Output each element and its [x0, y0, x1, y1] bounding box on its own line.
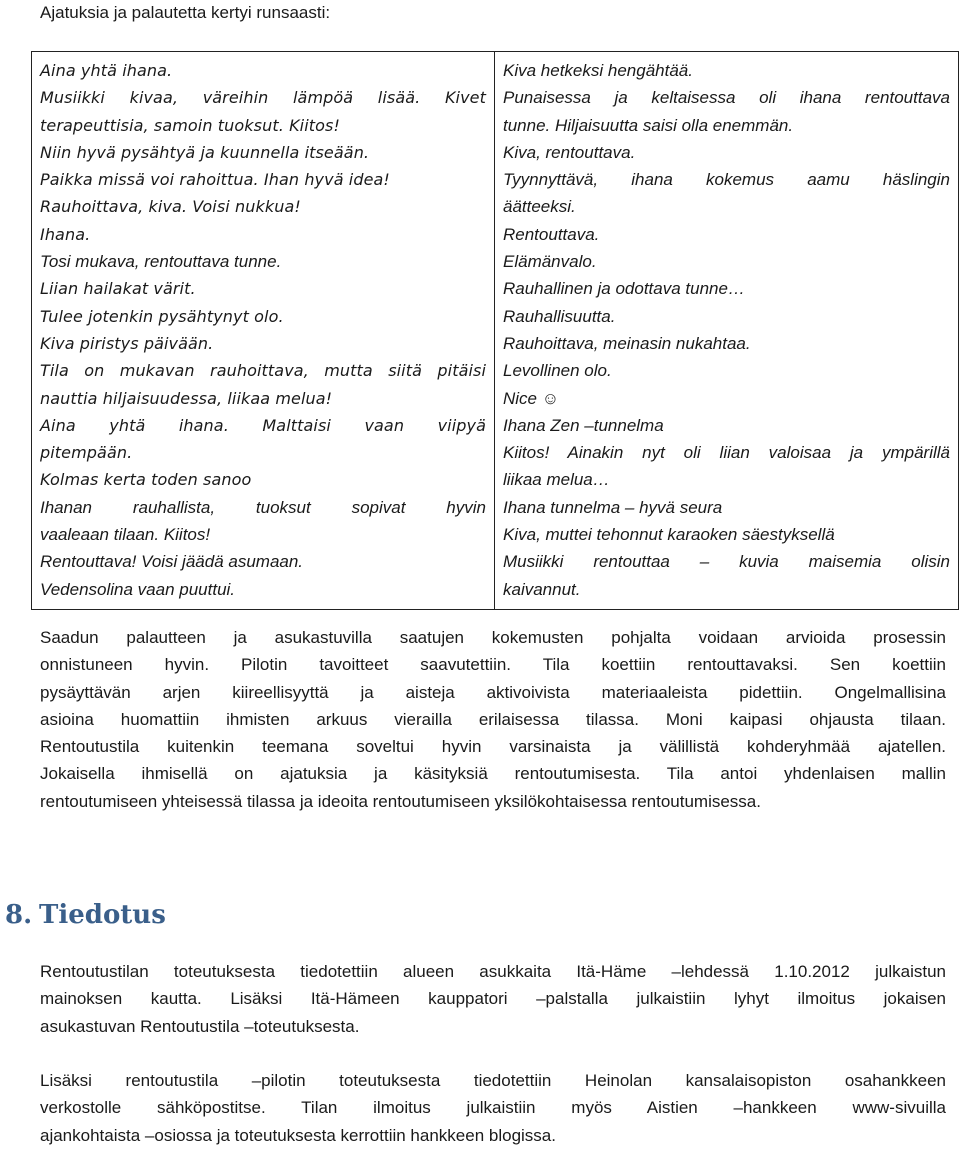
- feedback-quote: Tulee jotenkin pysähtynyt olo.: [40, 306, 284, 326]
- paragraph-line: mainoksen kautta. Lisäksi Itä-Hämeen kauppatori –palstalla julkaistiin lyhyt ilmoitus jokaisen: [40, 989, 946, 1009]
- feedback-quote: terapeuttisia, samoin tuoksut. Kiitos!: [40, 115, 340, 135]
- feedback-quote: Nice ☺: [503, 388, 560, 408]
- section-number: 8.: [5, 900, 33, 930]
- paragraph-line: Lisäksi rentoutustila –pilotin toteutuksesta tiedotettiin Heinolan kansalaisopiston osahankkeen: [40, 1071, 946, 1090]
- feedback-quote: Rentouttava.: [503, 224, 600, 244]
- feedback-quote: Tila on mukavan rauhoittava, mutta siitä pitäisi: [40, 361, 486, 381]
- feedback-quote: Levollinen olo.: [503, 361, 612, 381]
- feedback-quote: nauttia hiljaisuudessa, liikaa melua!: [40, 388, 333, 408]
- paragraph-line: asukastuvan Rentoutustila –toteutuksesta.: [40, 1016, 360, 1036]
- feedback-quote: Punaisessa ja keltaisessa oli ihana rentouttava: [503, 88, 950, 108]
- section-title: Tiedotus: [39, 900, 166, 930]
- feedback-quote: Vedensolina vaan puuttui.: [40, 579, 236, 599]
- paragraph-line: rentoutumiseen yhteisessä tilassa ja ideoita rentoutumiseen yksilökohtaisessa rentoutumisessa.: [40, 791, 761, 811]
- feedback-quote: Kiitos! Ainakin nyt oli liian valoisaa ja ympärillä: [503, 443, 950, 463]
- paragraph-line: Rentoutustila kuitenkin teemana soveltui hyvin varsinaista ja välillistä kohderyhmää ajatellen.: [40, 737, 946, 757]
- email-paragraph: [40, 1067, 946, 1149]
- paragraph-line: asioina huomattiin ihmisten arkuus vierailla erilaisessa tilassa. Moni kaipasi ohjausta tilaan.: [40, 709, 946, 729]
- feedback-quote: Aina yhtä ihana.: [40, 61, 173, 80]
- feedback-quote: äätteeksi.: [503, 197, 576, 217]
- intro-text: Ajatuksia ja palautetta kertyi runsaasti:: [40, 3, 331, 22]
- paragraph-line: Jokaisella ihmisellä on ajatuksia ja käsityksiä rentoutumisesta. Tila antoi yhdenlaisen mallin: [40, 764, 946, 784]
- feedback-quote: Paikka missä voi rahoittua. Ihan hyvä idea!: [40, 170, 390, 190]
- feedback-quote: Ihanan rauhallista, tuoksut sopivat hyvin: [40, 497, 486, 517]
- paragraph-line: ajankohtaista –osiossa ja toteutuksesta kerrottiin hankkeen blogissa.: [40, 1125, 556, 1145]
- feedback-quote: liikaa melua…: [503, 470, 610, 490]
- feedback-quote: Tyynnyttävä, ihana kokemus aamu häslingin: [503, 170, 950, 190]
- feedback-quote: Kiva, muttei tehonnut karaoken säestyksellä: [503, 525, 835, 545]
- feedback-quote: Rauhallinen ja odottava tunne…: [503, 279, 745, 299]
- feedback-table: [31, 51, 959, 610]
- feedback-quote: Liian hailakat värit.: [40, 279, 196, 299]
- feedback-quote: Kiva hetkeksi hengähtää.: [503, 61, 693, 80]
- summary-paragraph: [40, 624, 946, 815]
- feedback-quote: Rentouttava! Voisi jäädä asumaan.: [40, 552, 304, 572]
- feedback-quote: Ihana tunnelma – hyvä seura: [503, 497, 723, 517]
- feedback-quote: Kolmas kerta toden sanoo: [40, 470, 252, 490]
- announcement-paragraph: [40, 958, 946, 1040]
- section-heading: [5, 897, 166, 933]
- feedback-quote: Kiva piristys päivään.: [40, 333, 214, 353]
- feedback-quote: tunne. Hiljaisuutta saisi olla enemmän.: [503, 115, 794, 135]
- feedback-quote: vaaleaan tilaan. Kiitos!: [40, 525, 211, 545]
- feedback-column-left: [32, 52, 495, 610]
- paragraph-line: verkostolle sähköpostitse. Tilan ilmoitus julkaistiin myös Aistien –hankkeen www-sivuilla: [40, 1098, 946, 1118]
- feedback-quote: Tosi mukava, rentouttava tunne.: [40, 252, 282, 272]
- paragraph-line: Rentoutustilan toteutuksesta tiedotettiin alueen asukkaita Itä-Häme –lehdessä 1.10.2012 julkaistun: [40, 962, 946, 981]
- feedback-quote: Niin hyvä pysähtyä ja kuunnella itseään.: [40, 142, 370, 162]
- feedback-quote: Ihana.: [40, 224, 91, 244]
- feedback-quote: Rauhallisuutta.: [503, 306, 616, 326]
- paragraph-line: pysäyttävän arjen kiireellisyyttä ja aisteja aktivoivista materiaaleista pidettiin. Ongelmallisina: [40, 682, 946, 702]
- paragraph-line: Saadun palautteen ja asukastuvilla saatujen kokemusten pohjalta voidaan arvioida prosessin: [40, 628, 946, 647]
- feedback-quote: Rauhoittava, kiva. Voisi nukkua!: [40, 197, 301, 217]
- feedback-quote: kaivannut.: [503, 579, 581, 599]
- feedback-quote: Rauhoittava, meinasin nukahtaa.: [503, 333, 751, 353]
- feedback-quote: Elämänvalo.: [503, 252, 597, 272]
- feedback-quote: Aina yhtä ihana. Malttaisi vaan viipyä: [40, 415, 486, 435]
- feedback-quote: Ihana Zen –tunnelma: [503, 415, 664, 435]
- paragraph-line: onnistuneen hyvin. Pilotin tavoitteet saavutettiin. Tila koettiin rentouttavaksi. Sen koettiin: [40, 655, 946, 675]
- feedback-quote: pitempään.: [40, 443, 133, 463]
- feedback-quote: Musiikki kivaa, väreihin lämpöä lisää. Kivet: [40, 88, 486, 108]
- feedback-quote: Kiva, rentouttava.: [503, 142, 636, 162]
- feedback-column-right: [495, 52, 959, 610]
- feedback-quote: Musiikki rentouttaa – kuvia maisemia olisin: [503, 552, 950, 572]
